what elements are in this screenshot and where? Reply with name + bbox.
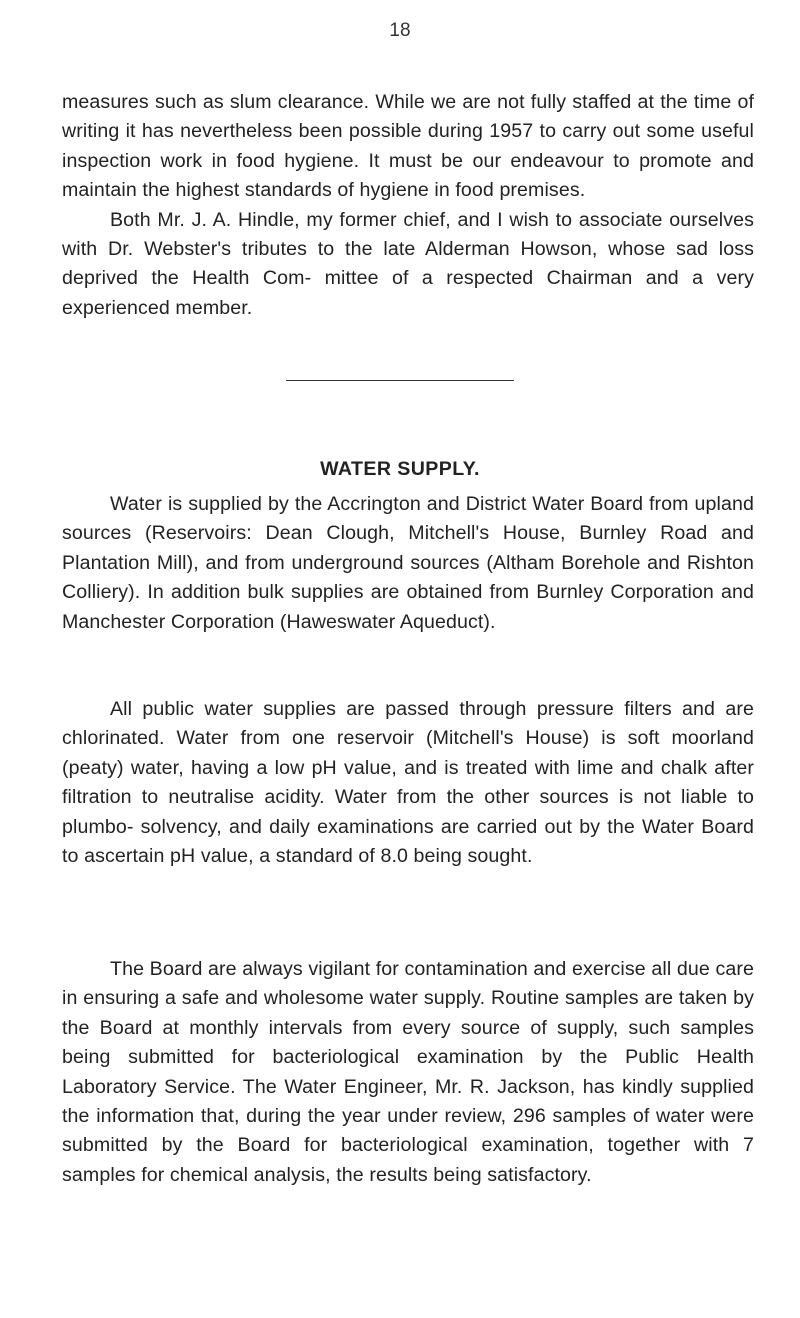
water-supply-paragraph-1-block [62, 490, 754, 637]
intro-paragraph-2: Both Mr. J. A. Hindle, my former chief, and I wish to associate ourselves with Dr. Webster's tributes to the late Alderman Howson, whose sad loss deprived the Health Com- mittee of a respected Chairman and a very experienced member. [62, 208, 754, 319]
page-number: 18 [389, 20, 411, 41]
intro-paragraph-1: measures such as slum clearance. While we are not fully staffed at the time of writing it has nevertheless been possible during 1957 to carry out some useful inspection work in food hygiene. It must be our endeavour to promote and maintain the highest standards of hygiene in food premises. [62, 91, 754, 202]
water-supply-paragraph-3: The Board are always vigilant for contamination and exercise all due care in ensuring a safe and wholesome water supply. Routine samples are taken by the Board at monthly intervals from every source of supply, such samples being submitted for bacteriological examination by the Public Health Laboratory Service. The Water Engineer, Mr. R. Jackson, has kindly supplied the information that, during the year under review, 296 samples of water were submitted by the Board for bacteriological examination, together with 7 samples for chemical analysis, the results being satisfactory. [62, 958, 754, 1186]
water-supply-paragraph-3-block [62, 955, 754, 1190]
water-supply-heading: WATER SUPPLY. [320, 458, 480, 480]
water-supply-paragraph-2-block [62, 695, 754, 871]
water-supply-paragraph-1: Water is supplied by the Accrington and District Water Board from upland sources (Reservoirs: Dean Clough, Mitchell's House, Burnley Road and Plantation Mill), and from underground sources (Altham Borehole and Rishton Colliery). In addition bulk supplies are obtained from Burnley Corporation and Manchester Corporation (Haweswater Aqueduct). [62, 493, 754, 633]
intro-section [62, 88, 754, 323]
section-divider [286, 380, 514, 381]
water-supply-paragraph-2: All public water supplies are passed through pressure filters and are chlorinated. Water from one reservoir (Mitchell's House) is soft moorland (peaty) water, having a low pH value, and is treated with lime and chalk after filtration to neutralise acidity. Water from the other sources is not liable to plumbo- solvency, and daily examinations are carried out by the Water Board to ascertain pH value, a standard of 8.0 being sought. [62, 698, 754, 868]
